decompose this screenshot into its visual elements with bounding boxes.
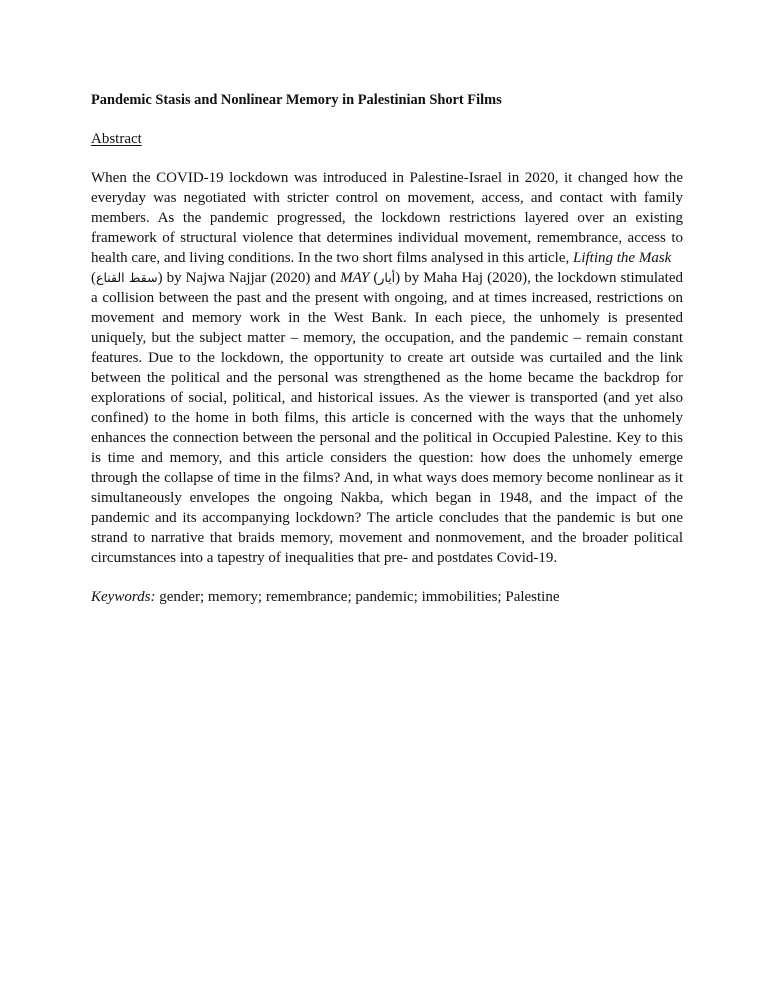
keywords-text: gender; memory; remembrance; pandemic; immobilities; Palestine bbox=[155, 589, 560, 605]
keywords-label: Keywords: bbox=[91, 589, 156, 605]
document-page bbox=[91, 90, 683, 607]
abstract-body: When the COVID-19 lockdown was introduced in Palestine-Israel in 2020, it changed how the everyday was negotiated with stricter control on movement, access, and contact with family members. As the pandemic progressed, the lockdown restrictions layered over an existing framework of structural violence that determines individual movement, remembrance, access to health care, and living conditions. In the two short films analysed in this article, Lifting the Mask (سقط القناع) by Najwa Najjar (2020) and MAY (أيار) by Maha Haj (2020), the lockdown stimulated a collision between the past and the present with ongoing, and at times increased, restrictions on movement and memory work in the West Bank. In each piece, the unhomely is presented uniquely, but the subject matter – memory, the occupation, and the pandemic – remain constant features. Due to the lockdown, the opportunity to create art outside was curtailed and the link between the political and the personal was strengthened as the home became the backdrop for explorations of social, political, and historical issues. As the viewer is transported (and yet also confined) to the home in both films, this article is concerned with the ways that the unhomely enhances the connection between the personal and the political in Occupied Palestine. Key to this is time and memory, and this article considers the question: how does the unhomely emerge through the collapse of time in the films? And, in what ways does memory become nonlinear as it simultaneously envelopes the ongoing Nakba, which began in 1948, and the impact of the pandemic and its accompanying lockdown? The article concludes that the pandemic is but one strand to narrative that braids memory, movement and nonmovement, and the broader political circumstances into a tapestry of inequalities that pre- and postdates Covid-19. bbox=[91, 170, 683, 566]
film-title-lifting-the-mask: Lifting the Mask bbox=[572, 250, 672, 266]
keywords-line bbox=[91, 587, 683, 607]
abstract-text-part3: by Maha Haj (2020), the lockdown stimulated a collision between the past and the present with ongoing, and at times increased, restrictions on movement and memory work in the West Bank. In each piece, the unhomely is presented uniquely, but the subject matter – memory, the occupation, and the pandemic – remain constant features. Due to the lockdown, the opportunity to create art outside was curtailed and the link between the political and the personal was strengthened as the home became the backdrop for explorations of social, political, and historical issues. As the viewer is transported (and yet also confined) to the home in both films, this article is concerned with the ways that the unhomely enhances the connection between the personal and the political in Occupied Palestine. Key to this is time and memory, and this article considers the question: how does the unhomely emerge through the collapse of time in the films? And, in what ways does memory become nonlinear as it simultaneously envelopes the ongoing Nakba, which began in 1948, and the impact of the pandemic and its accompanying lockdown? The article concludes that the pandemic is but one strand to narrative that braids memory, movement and nonmovement, and the broader political circumstances into a tapestry of inequalities that pre- and postdates Covid-19. bbox=[91, 270, 683, 566]
abstract-text-part2: by Najwa Najjar (2020) and bbox=[162, 270, 341, 286]
film-title-arabic-1: سقط القناع bbox=[96, 270, 158, 285]
document-title: Pandemic Stasis and Nonlinear Memory in Palestinian Short Films bbox=[91, 92, 502, 108]
abstract-heading: Abstract bbox=[91, 131, 142, 147]
abstract-text-part1: When the COVID-19 lockdown was introduced in Palestine-Israel in 2020, it changed how the everyday was negotiated with stricter control on movement, access, and contact with family members. As the pandemic progressed, the lockdown restrictions layered over an existing framework of structural violence that determines individual movement, remembrance, access to health care, and living conditions. In the two short films analysed in this article, bbox=[91, 170, 683, 266]
film-title-may: MAY bbox=[340, 270, 370, 286]
film-title-arabic-2: أيار bbox=[378, 270, 396, 285]
